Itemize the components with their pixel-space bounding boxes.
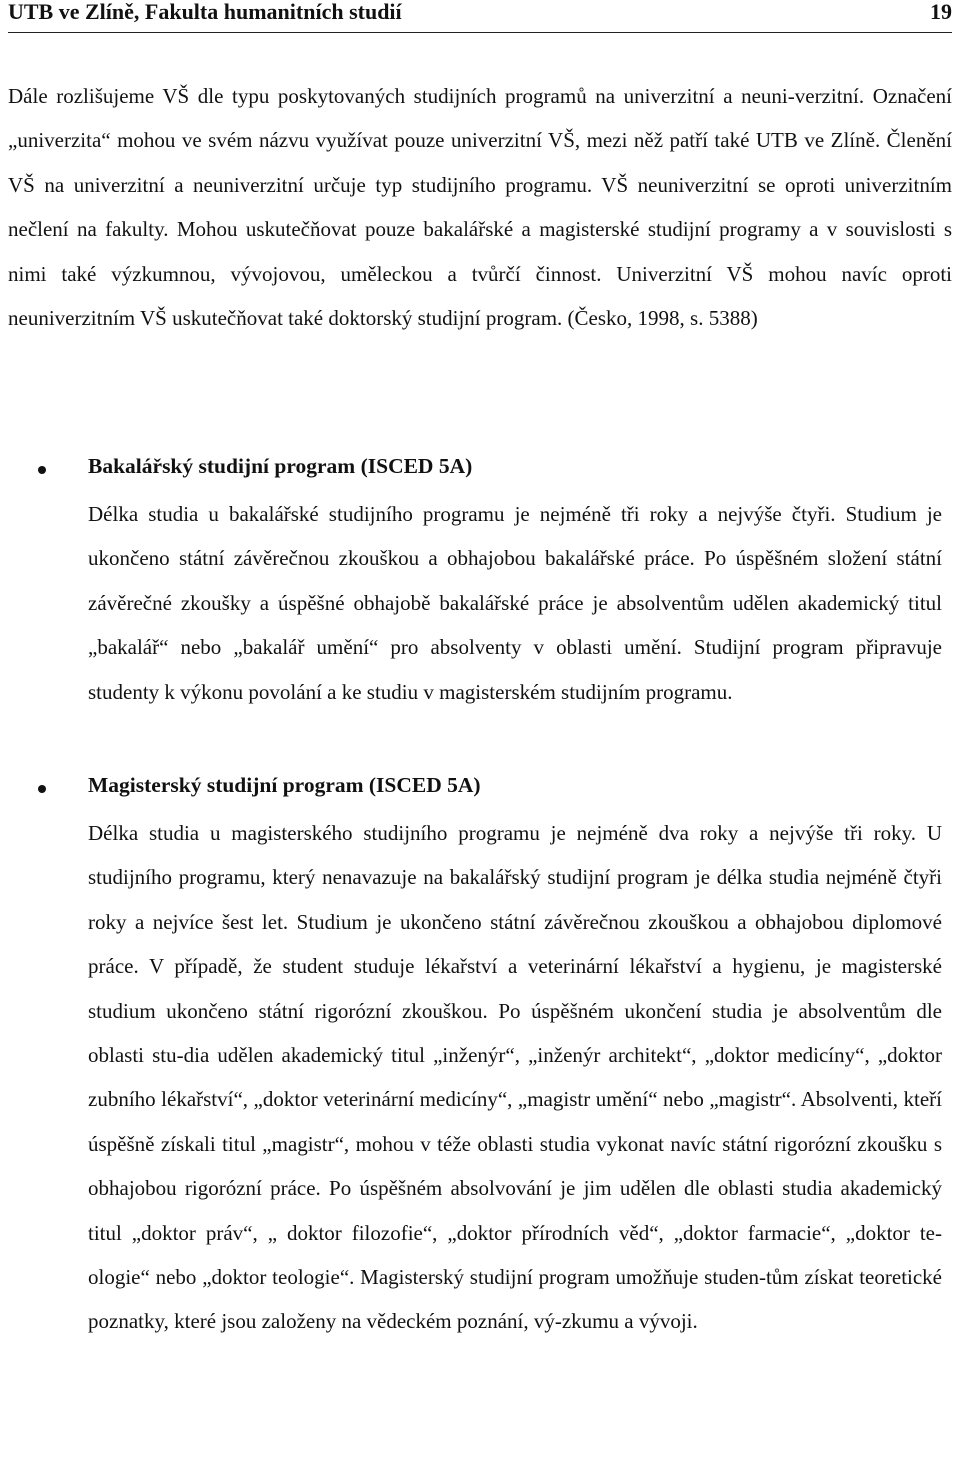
header-title: UTB ve Zlíně, Fakulta humanitních studií — [8, 0, 402, 24]
bullet-title: Magisterský studijní program (ISCED 5A) — [88, 773, 481, 797]
intro-paragraph: Dále rozlišujeme VŠ dle typu poskytovaných studijních programů na univerzitní a neuni-verzitní. Označení „univerzita“ mohou ve svém názvu využívat pouze univerzitní VŠ, mezi něž patří také UTB ve Zlíně. Členění VŠ na univerzitní a neuniverzitní určuje typ studijního programu. VŠ neuniverzitní se oproti univerzitním nečlení na fakulty. Mohou uskutečňovat pouze bakalářské a magisterské studijní programy a v souvislosti s nimi také výzkumnou, vývojovou, uměleckou a tvůrčí činnost. Univerzitní VŠ mohou navíc oproti neuniverzitním VŠ uskutečňovat také doktorský studijní program. (Česko, 1998, s. 5388) — [8, 84, 952, 331]
bullet-text: Délka studia u bakalářské studijního programu je nejméně tři roky a nejvýše čtyři. Studium je ukončeno státní závěrečnou zkouškou a obhajobou bakalářské práce. Po úspěšném složení státní závěrečné zkoušky a úspěšné obhajobě bakalářské práce je absolventům udělen akademický titul „bakalář“ nebo „bakalář umění“ pro absolventy v oblasti umění. Studijní program připravuje studenty k výkonu povolání a ke studiu v magisterském studijním programu. — [88, 502, 942, 704]
bullet-text: Délka studia u magisterského studijního programu je nejméně dva roky a nejvýše tři roky. U studijního programu, který nenavazuje na bakalářský studijní program je délka studia nejméně čtyři roky a nejvíce šest let. Studium je ukončeno státní závěrečnou zkouškou a obhajobou diplomové práce. V případě, že student studuje lékařství a veterinární lékařství a hygienu, je magisterské studium ukončeno státní rigorózní zkouškou. Po úspěšném ukončení studia je absolventům dle oblasti stu-dia udělen akademický titul „inženýr“, „inženýr architekt“, „doktor medicíny“, „doktor zubního lékařství“, „doktor veterinární medicíny“, „magistr umění“ nebo „magistr“. Absolventi, kteří úspěšně získali titul „magistr“, mohou v téže oblasti studia vykonat navíc státní rigorózní zkoušku s obhajobou rigorózní práce. Po úspěšném absolvování je jim udělen dle oblasti studia akademický titul „doktor práv“, „ doktor filozofie“, „doktor přírodních věd“, „doktor farmacie“, „doktor te-ologie“ nebo „doktor teologie“. Magisterský studijní program umožňuje studen-tům získat teoretické poznatky, které jsou založeny na vědeckém poznání, vý-zkumu a vývoji. — [88, 821, 942, 1334]
bullet-dot-icon — [38, 466, 46, 474]
page-number: 19 — [930, 0, 952, 24]
page-header — [8, 0, 952, 33]
bullet-dot-icon — [38, 785, 46, 793]
bullet-title: Bakalářský studijní program (ISCED 5A) — [88, 454, 473, 478]
